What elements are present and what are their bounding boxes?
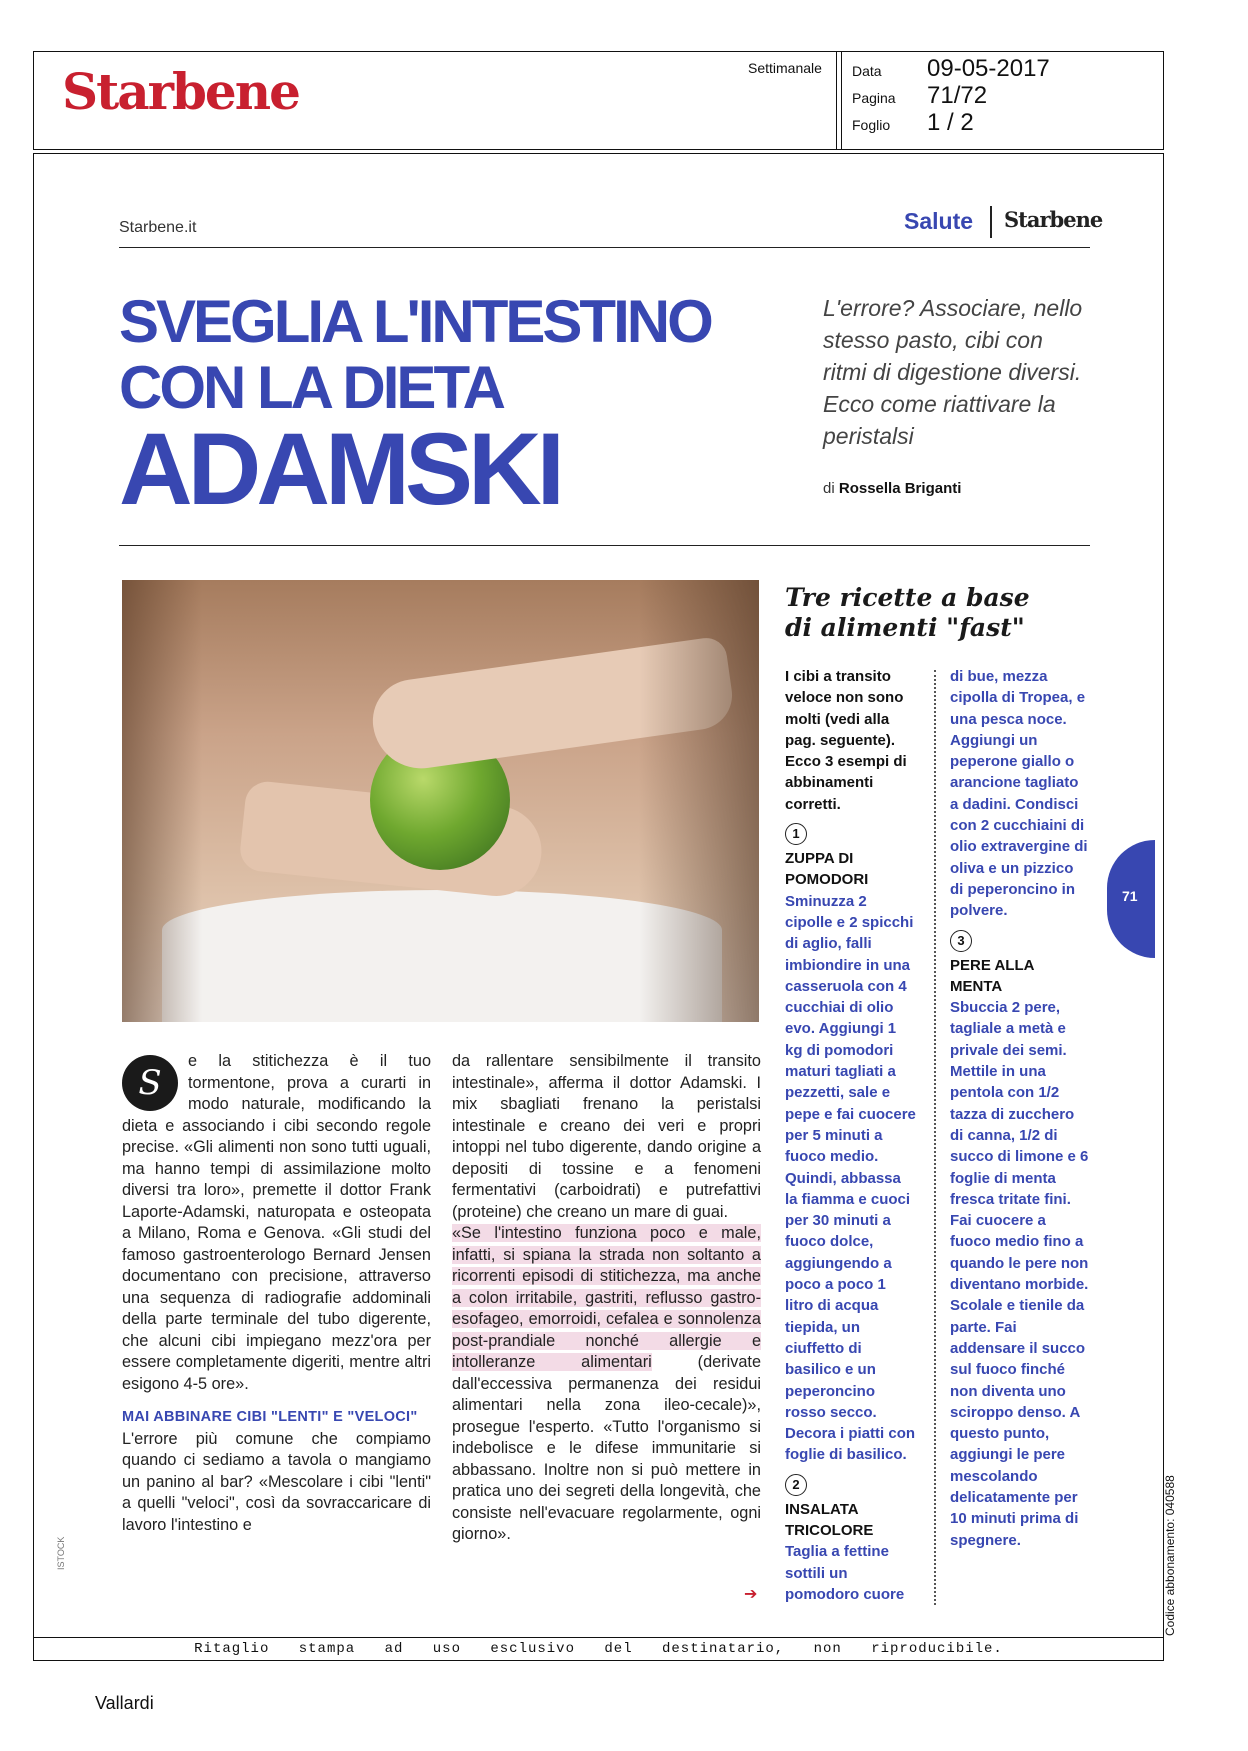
paragraph: e la stitichezza è il tuo tormentone, prova a curarti in modo naturale, modificando la dieta e associando i cibi secondo regole precise. «Gli alimenti non sono tutti uguali, ma hanno tempi di assimilazione molto diversi tra loro», premette il dottor Frank Laporte-Adamski, naturopata e osteopata a Milano, Roma e Genova. «Gli studi del famoso gastroenterologo Bernard Jensen documentano con precisione, attraverso una sequenza di radiografie addominali della parte terminale del tubo digerente, che alcuni cibi impiegano mezz'ora per essere completamente digeriti, mentre altri esigono 4-5 ore». <box>122 1052 431 1393</box>
recipes-intro: I cibi a transito veloce non sono molti (vedi alla pag. seguente). Ecco 3 esempi di abbinamenti corretti. <box>785 668 907 813</box>
recipe-text: Taglia a fettine sottili un pomodoro cuore <box>785 1543 905 1603</box>
continue-arrow-icon: ➔ <box>744 1586 758 1603</box>
recipe-text: Sbuccia 2 pere, tagliale a metà e privale dei semi. Mettile in una pentola con 1/2 tazza di zucchero di canna, 1/2 di succo di limone e 6 foglie di menta fresca tritate fini. Fai cuocere a fuoco medio fino a quando le pere non diventano morbide. Scolale e tienile da parte. Fai addensare il succo sul fuoco finché non diventa uno sciroppo denso. A questo punto, aggiungi le pere mescolando delicatamente per 10 minuti prima di spegnere. <box>950 999 1089 1549</box>
middle-rule <box>119 545 1090 546</box>
section-separator <box>990 206 992 238</box>
article-column-1 <box>122 1051 431 1536</box>
header-divider <box>836 52 842 149</box>
recipe-number: 2 <box>785 1474 807 1496</box>
article-photo-apple-belly <box>122 580 759 1022</box>
pagina-label: Pagina <box>852 90 896 106</box>
recipe-number: 3 <box>950 930 972 952</box>
byline-prefix: di <box>823 480 835 497</box>
clipping-disclaimer: Ritaglio stampa ad uso esclusivo del destinatario, non riproducibile. <box>194 1641 1003 1657</box>
subheading: MAI ABBINARE CIBI "LENTI" E "VELOCI" <box>122 1409 418 1425</box>
data-label: Data <box>852 63 882 79</box>
photo-credit: ISTOCK <box>56 1536 66 1570</box>
recipe-text: di bue, mezza cipolla di Tropea, e una pesca noce. Aggiungi un peperone giallo o arancione tagliato a dadini. Condisci con 2 cucchiaini di olio extravergine di oliva e un pizzico di peperoncino in polvere. <box>950 668 1088 920</box>
footer-divider <box>34 1637 1163 1638</box>
frequency-label: Settimanale <box>748 60 822 76</box>
foglio-label: Foglio <box>852 117 891 133</box>
byline <box>823 480 961 497</box>
byline-author: Rossella Briganti <box>838 480 962 497</box>
dropcap: S <box>122 1055 178 1111</box>
publisher-name: Vallardi <box>95 1693 154 1713</box>
top-rule <box>119 247 1090 248</box>
recipe-number: 1 <box>785 823 807 845</box>
subscription-code: Codice abbonamento: 040588 <box>1163 1475 1177 1636</box>
recipes-column-2 <box>950 666 1090 1551</box>
headline-line-2: CON LA DIETA <box>119 354 503 421</box>
article-column-2 <box>452 1051 761 1546</box>
highlighted-quote: «Se l'intestino funziona poco e male, infatti, si spiana la strada non soltanto a ricorrenti episodi di stitichezza, ma anche a colon irritabile, gastriti, reflusso gastro-esofageo, emorroidi, cefalea e sonnolenza post-prandiale nonché allergie e intolleranze alimentari <box>452 1224 761 1371</box>
paragraph: da rallentare sensibilmente il transito intestinale», afferma il dottor Adamski. I mix sbagliati frenano la peristalsi intestinale e creano dei veri e propri intoppi nel tubo digerente, dando origine a depositi di tossine e a fenomeni fermentativi (carboidrati) e putrefattivi (proteine) che creano un mare di guai. <box>452 1052 761 1221</box>
recipe-name: INSALATA TRICOLORE <box>785 1500 874 1539</box>
publication-logo: Starbene <box>62 62 299 121</box>
section-brand: Starbene <box>1004 207 1103 232</box>
headline-line-1: SVEGLIA L'INTESTINO <box>119 288 711 355</box>
recipe-name: PERE ALLA MENTA <box>950 956 1034 995</box>
foglio-value: 1 / 2 <box>927 109 974 136</box>
recipes-column-1 <box>785 666 917 1605</box>
recipes-title: Tre ricette a base di alimenti "fast" <box>785 583 1030 642</box>
article-deck: L'errore? Associare, nello stesso pasto, cibi con ritmi di digestione diversi. Ecco come riattivare la peristalsi <box>823 295 1083 449</box>
headline-line-3: ADAMSKI <box>119 412 560 526</box>
paragraph: (derivate dall'eccessiva permanenza dei residui alimentari nella zona ileo-cecale)», prosegue l'esperto. «Tutto l'organismo si indebolisce e le difese immunitarie si abbassano. Inoltre non si può mettere in pratica uno dei segreti della longevità, che consiste nell'evacuare regolarmente, ogni giorno». <box>452 1353 761 1543</box>
recipes-dotted-divider <box>934 670 936 1605</box>
data-value: 09-05-2017 <box>927 55 1050 82</box>
recipe-text: Sminuzza 2 cipolle e 2 spicchi di aglio, falli imbiondire in una casseruola con 4 cucchiai di olio evo. Aggiungi 1 kg di pomodori maturi tagliati a pezzetti, sale e pepe e fai cuocere per 5 minuti a fuoco medio. Quindi, abbassa la fiamma e cuoci per 30 minuti a fuoco dolce, aggiungendo a poco a poco 1 litro di acqua tiepida, un ciuffetto di basilico e un peperoncino rosso secco. Decora i piatti con foglie di basilico. <box>785 892 916 1464</box>
paragraph: L'errore più comune che compiamo quando ci sediamo a tavola o mangiamo un panino al bar? «Mescolare i cibi "lenti" a quelli "veloci", così da sovraccaricare di lavoro l'intestino e <box>122 1429 431 1534</box>
recipe-name: ZUPPA DI POMODORI <box>785 850 869 889</box>
page-number: 71 <box>1122 888 1138 904</box>
pagina-value: 71/72 <box>927 82 988 109</box>
site-name: Starbene.it <box>119 219 197 236</box>
section-label: Salute <box>904 208 974 234</box>
press-clipping-header <box>33 51 1164 150</box>
